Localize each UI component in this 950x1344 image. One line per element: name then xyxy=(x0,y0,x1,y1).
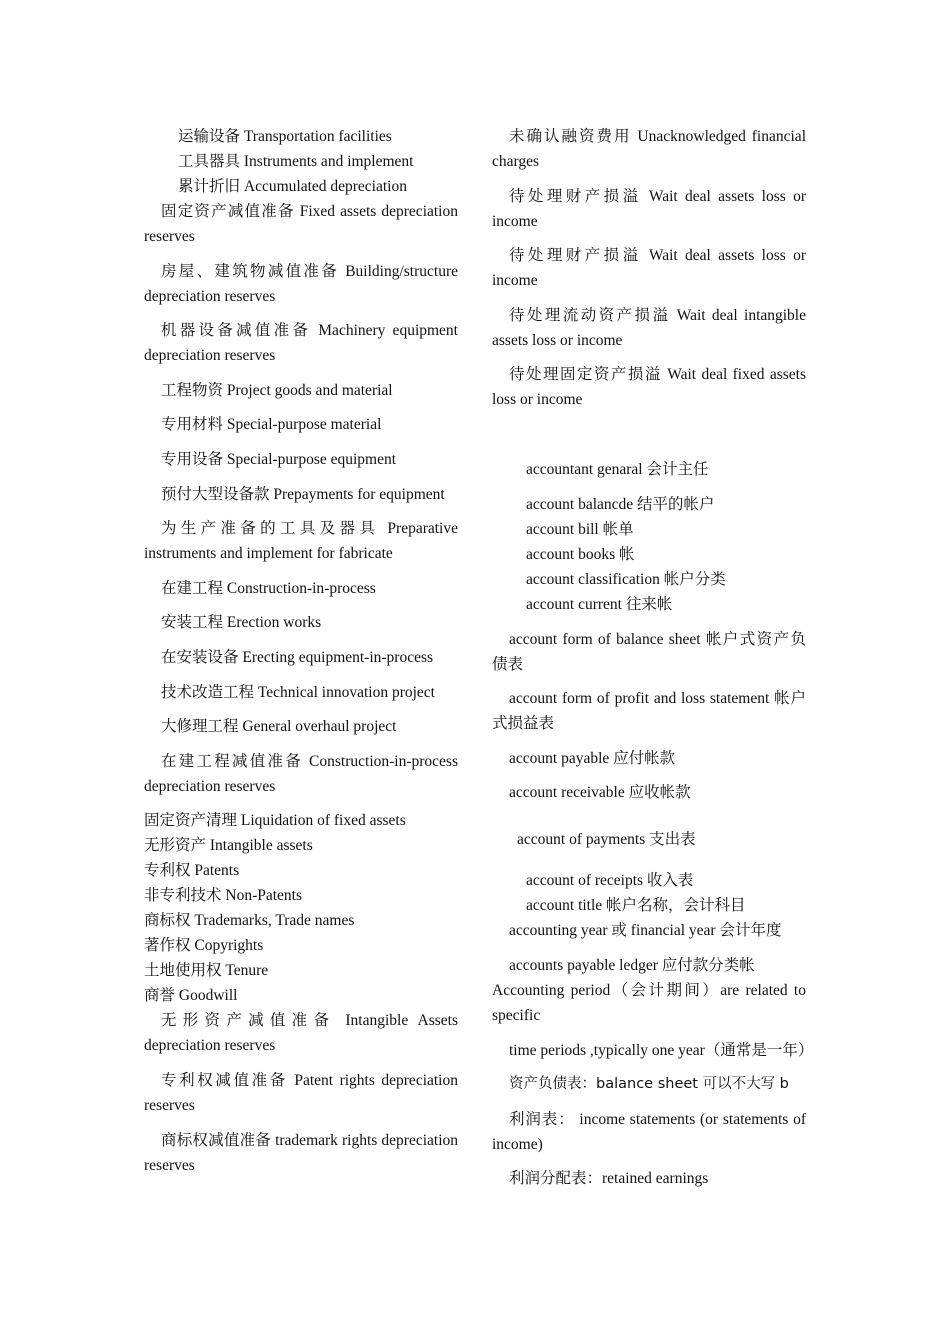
term-entry: account receivable 应收帐款 xyxy=(509,784,691,802)
term-entry: account books 帐 xyxy=(526,545,635,563)
term-entry: 著作权 Copyrights xyxy=(144,937,264,955)
term-entry: 在建工程减值准备 Construction-in-process depreciation reserves xyxy=(144,752,458,795)
term-entry: 预付大型设备款 Prepayments for equipment xyxy=(161,485,445,503)
term-entry: 非专利技术 Non-Patents xyxy=(144,887,303,905)
term-entry: account of payments 支出表 xyxy=(517,831,696,849)
term-entry: 运输设备 Transportation facilities xyxy=(178,128,392,145)
term-entry: account classification 帐户分类 xyxy=(526,570,726,588)
term-entry: account form of balance sheet 帐户式资产负债表 xyxy=(492,630,806,673)
term-entry: account bill 帐单 xyxy=(526,520,634,538)
term-entry: account of receipts 收入表 xyxy=(526,872,694,890)
term-entry: account balancde 结平的帐户 xyxy=(526,495,715,513)
term-entry: 大修理工程 General overhaul project xyxy=(161,718,397,736)
term-entry: 无形资产 Intangible assets xyxy=(144,837,313,855)
term-entry: time periods ,typically one year（通常是一年） xyxy=(509,1041,814,1059)
term-entry: 利润分配表：retained earnings xyxy=(509,1170,709,1188)
right-column xyxy=(492,124,814,1191)
term-entry: account form of profit and loss statement 帐户式损益表 xyxy=(492,690,806,733)
term-entry: 技术改造工程 Technical innovation project xyxy=(161,683,435,701)
term-entry: 固定资产减值准备 Fixed assets depreciation reserves xyxy=(144,203,458,245)
term-entry: 工具器具 Instruments and implement xyxy=(178,153,414,170)
term-entry: account current 往来帐 xyxy=(526,595,673,613)
term-entry: 专用设备 Special-purpose equipment xyxy=(161,450,397,468)
term-entry: 待处理固定资产损溢 Wait deal fixed assets loss or income xyxy=(492,366,806,409)
term-entry: 利润表： income statements (or statements of income) xyxy=(492,1110,806,1153)
term-entry: 工程物资 Project goods and material xyxy=(161,381,393,399)
term-entry: 资产负债表：balance sheet 可以不大写 b xyxy=(509,1076,789,1093)
term-entry: 土地使用权 Tenure xyxy=(144,962,269,980)
term-entry: 房屋、建筑物减值准备 Building/structure depreciation reserves xyxy=(144,262,458,305)
term-entry: account title 帐户名称，会计科目 xyxy=(526,897,746,915)
term-entry: 待处理流动资产损溢 Wait deal intangible assets loss or income xyxy=(492,306,806,349)
term-entry: 商誉 Goodwill xyxy=(144,987,238,1005)
term-entry: 专用材料 Special-purpose material xyxy=(161,416,382,434)
term-entry: accountant genaral 会计主任 xyxy=(526,461,709,479)
term-entry: 商标权 Trademarks, Trade names xyxy=(144,912,355,930)
term-entry: accounting year 或 financial year 会计年度 xyxy=(509,922,782,940)
term-entry: 专利权 Patents xyxy=(144,862,240,880)
term-entry: 在安装设备 Erecting equipment-in-process xyxy=(161,648,434,666)
term-entry: 累计折旧 Accumulated depreciation xyxy=(178,178,407,195)
term-entry: 无形资产减值准备 Intangible Assets depreciation reserves xyxy=(144,1012,458,1055)
term-entry: 待处理财产损溢 Wait deal assets loss or income xyxy=(492,247,806,290)
term-entry: 商标权减值准备 trademark rights depreciation reserves xyxy=(144,1131,458,1174)
left-column xyxy=(144,124,458,1178)
term-entry: 安装工程 Erection works xyxy=(161,614,322,632)
term-entry: account payable 应付帐款 xyxy=(509,749,676,767)
term-entry: 在建工程 Construction-in-process xyxy=(161,579,376,597)
term-entry: Accounting period（会计期间）are related to specific xyxy=(492,981,806,1024)
term-entry: 专利权减值准备 Patent rights depreciation reserves xyxy=(144,1071,458,1114)
term-entry: 机器设备减值准备 Machinery equipment depreciation reserves xyxy=(144,322,458,365)
term-entry: 待处理财产损溢 Wait deal assets loss or income xyxy=(492,187,806,230)
term-entry: 为生产准备的工具及器具 Preparative instruments and implement for fabricate xyxy=(144,520,458,563)
term-entry: 固定资产清理 Liquidation of fixed assets xyxy=(144,812,406,830)
term-entry: accounts payable ledger 应付款分类帐 xyxy=(509,956,755,974)
term-entry: 未确认融资费用 Unacknowledged financial charges xyxy=(492,128,806,170)
